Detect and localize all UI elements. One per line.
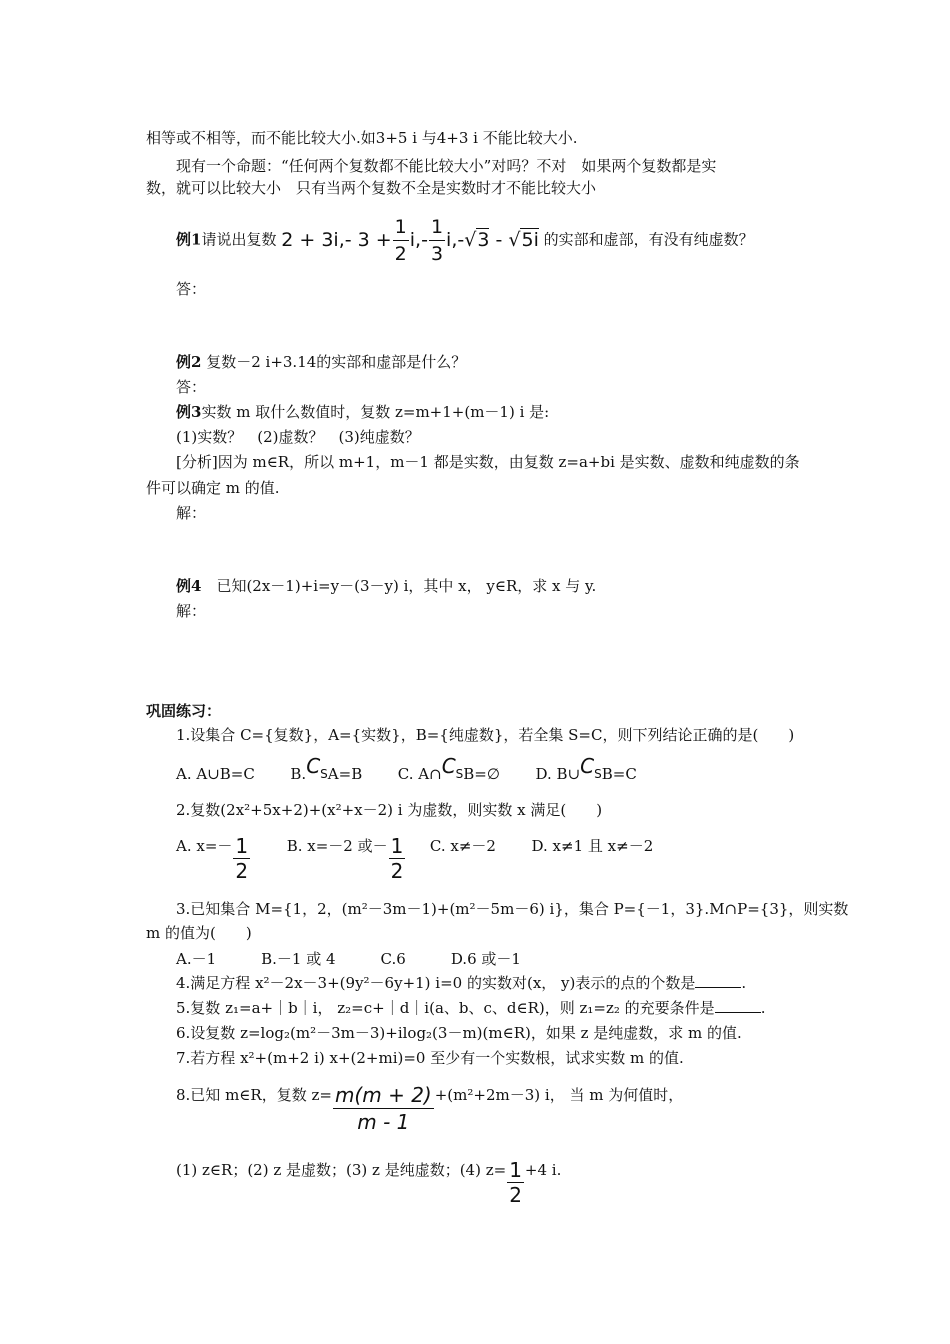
intro-line-1: 相等或不相等，而不能比较大小.如3+5 i 与4+3 i 不能比较大小. (146, 129, 578, 147)
fraction-one-third (429, 214, 445, 267)
cs-letter: C (580, 754, 595, 778)
practice-q8-parts (176, 1158, 561, 1207)
expr-part-d: - (489, 229, 509, 251)
example-4-text: 已知(2x－1)+i=y－(3－y) i，其中 x， y∈R，求 x 与 y. (201, 577, 597, 595)
example-1-answer: 答： (176, 280, 207, 298)
sqrt-5i: 5i (521, 229, 539, 251)
example-2 (176, 352, 466, 372)
cs-sub: S (455, 767, 464, 781)
cs-sub: S (320, 767, 328, 781)
q1-option-b (290, 754, 363, 783)
frac-num: 1 (429, 214, 445, 241)
q1-c-pre: C. A∩ (397, 765, 442, 783)
q4-answer-blank[interactable] (695, 973, 741, 988)
expr-part-a: 2 + 3i,- 3 + (281, 229, 392, 251)
example-3 (176, 402, 549, 422)
q8-parts-text: (1) z∈R；(2) z 是虚数；(3) z 是纯虚数；(4) z= (176, 1161, 507, 1179)
frac-den: 2 (394, 243, 407, 265)
frac-num: 1 (393, 214, 409, 241)
example-3-analysis-2: 件可以确定 m 的值. (146, 479, 280, 497)
frac-num: 1 (509, 1158, 522, 1182)
complement-symbol (441, 754, 464, 781)
practice-title: 巩固练习： (146, 702, 222, 720)
example-4-solution: 解： (176, 602, 207, 620)
practice-q2-options (176, 834, 653, 883)
practice-q3-line-1: 3.已知集合 M={1，2，(m²－3m－1)+(m²－5m－6) i}，集合 P={－1，3}.M∩P={3}，则实数 (176, 900, 849, 918)
example-1-label: 例1 (176, 230, 202, 249)
example-4-label: 例4 (176, 577, 202, 595)
fraction-one-half (233, 834, 250, 883)
q1-d-pre: D. B∪ (535, 765, 581, 783)
expr-part-b: i,- (409, 229, 428, 251)
fraction-one-half (393, 214, 409, 267)
q2-option-c: C. x≠－2 (429, 837, 496, 855)
practice-q8 (176, 1082, 683, 1135)
complement-symbol (580, 754, 602, 781)
cs-letter: C (441, 754, 456, 778)
q8-fraction (333, 1082, 434, 1135)
expr-part-c: i,- (446, 229, 465, 251)
frac-num: 1 (390, 834, 404, 858)
q2-b-text: B. x=－2 或－ (286, 837, 388, 855)
complement-symbol (306, 754, 328, 781)
practice-q1-options (176, 754, 637, 786)
q8-lead: 8.已知 m∈R，复数 z= (176, 1086, 332, 1104)
example-3-analysis-1: [分析]因为 m∈R，所以 m+1，m－1 都是实数，由复数 z=a+bi 是实数、虚数和纯虚数的条 (176, 453, 800, 471)
practice-q6: 6.设复数 z=log₂(m²－3m－3)+ilog₂(3－m)(m∈R)，如果 z 是纯虚数，求 m 的值. (176, 1024, 742, 1042)
frac-den: 2 (235, 859, 249, 883)
frac-num: m(m + 2) (334, 1083, 432, 1107)
example-2-answer: 答： (176, 378, 207, 396)
frac-den: 3 (430, 243, 444, 265)
q1-option-d (535, 754, 637, 783)
q1-b-post: A=B (327, 765, 363, 783)
frac-num: 1 (235, 834, 249, 858)
fraction-one-half (389, 834, 406, 883)
q5-text: 5.复数 z₁=a+｜b｜i， z₂=c+｜d｜i(a、b、c、d∈R)，则 z₁=z₂ 的充要条件是 (176, 999, 715, 1017)
example-1-tail: 的实部和虚部，有没有纯虚数？ (543, 230, 754, 249)
example-4 (176, 576, 596, 596)
q1-d-post: B=C (601, 765, 637, 783)
q1-option-a: A. A∪B=C (176, 765, 255, 783)
sqrt-3: 3 (477, 229, 490, 251)
q1-option-c (397, 754, 500, 783)
q5-tail: . (760, 999, 766, 1017)
example-3-parts: (1)实数？ (2)虚数？ (3)纯虚数？ (176, 428, 420, 446)
q8-parts-tail: +4 i. (524, 1161, 562, 1179)
q1-c-post: B=∅ (463, 765, 500, 783)
q2-option-b (286, 834, 407, 883)
q2-option-a (176, 834, 251, 883)
example-2-text: 复数－2 i+3.14的实部和虚部是什么？ (201, 353, 467, 371)
frac-den: 2 (509, 1183, 522, 1207)
example-1-lead: 请说出复数 (201, 230, 277, 249)
practice-q5 (176, 998, 765, 1018)
practice-q3-options: A.－1 B.－1 或 4 C.6 D.6 或－1 (176, 950, 521, 968)
q8-tail: +(m²+2m－3) i， 当 m 为何值时， (434, 1086, 684, 1104)
q2-option-d: D. x≠1 且 x≠－2 (531, 837, 654, 855)
example-2-label: 例2 (176, 353, 202, 371)
q4-text: 4.满足方程 x²－2x－3+(9y²－6y+1) i=0 的实数对(x， y)表示的点的个数是 (176, 974, 696, 992)
cs-letter: C (306, 754, 321, 778)
practice-q7: 7.若方程 x²+(m+2 i) x+(2+mi)=0 至少有一个实数根，试求实数 m 的值. (176, 1049, 684, 1067)
q2-a-text: A. x=－ (176, 837, 233, 855)
example-3-text: 实数 m 取什么数值时，复数 z=m+1+(m－1) i 是: (201, 403, 550, 421)
fraction-one-half (507, 1158, 524, 1207)
intro-line-2: 现有一个命题：“任何两个复数都不能比较大小”对吗？不对 如果两个复数都是实 (176, 157, 717, 175)
q4-tail: . (741, 974, 747, 992)
intro-line-3: 数，就可以比较大小 只有当两个复数不全是实数时才不能比较大小 (146, 179, 597, 197)
cs-sub: S (594, 767, 602, 781)
example-1 (176, 214, 754, 267)
practice-q2: 2.复数(2x²+5x+2)+(x²+x－2) i 为虚数，则实数 x 满足( ) (176, 801, 603, 819)
example-3-label: 例3 (176, 403, 202, 421)
q1-b-pre: B. (290, 765, 307, 783)
frac-den: m - 1 (357, 1110, 410, 1134)
practice-q1: 1.设集合 C={复数}，A={实数}，B={纯虚数}，若全集 S=C，则下列结论正确的是( ) (176, 726, 795, 744)
practice-q4 (176, 973, 746, 993)
example-1-expression: 2 + 3i,- 3 + $\frac{1}{2}$ i,- $\frac{1}{3}$ i,-√3 - √5i (281, 216, 539, 265)
example-3-solution: 解： (176, 504, 207, 522)
practice-q3-line-2: m 的值为( ) (146, 924, 252, 942)
frac-den: 2 (390, 859, 404, 883)
q5-answer-blank[interactable] (715, 998, 761, 1013)
